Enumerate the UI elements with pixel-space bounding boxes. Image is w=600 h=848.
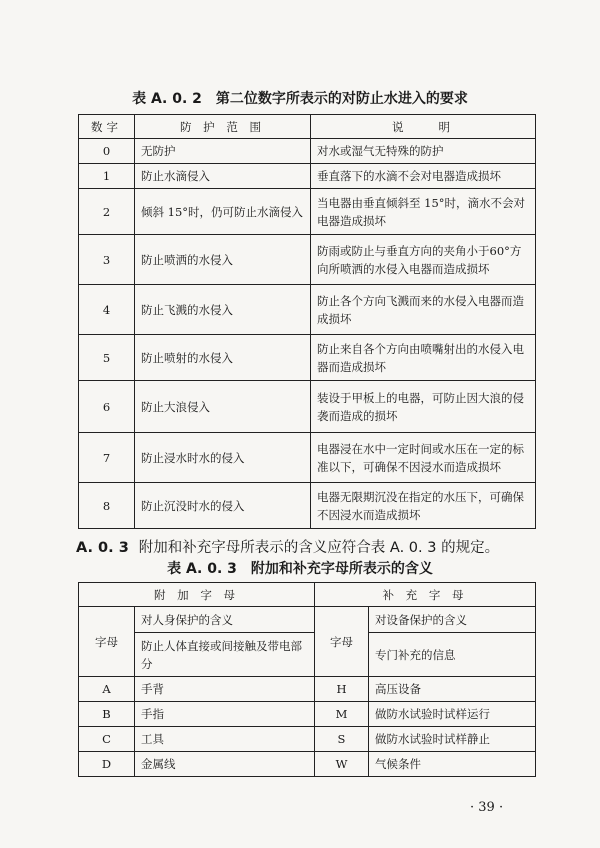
letter-label-left: 字母: [79, 607, 135, 677]
table-row: 5 防止喷射的水侵入 防止来自各个方向由喷嘴射出的水侵入电器而造成损坏: [79, 335, 536, 381]
right-meaning-desc: 专门补充的信息: [369, 633, 536, 677]
letter-label-right: 字母: [315, 607, 369, 677]
table-row: C 工具 S 做防水试验时试样静止: [79, 727, 536, 752]
header-digit: 数字: [79, 115, 135, 139]
table-a02: [78, 114, 536, 529]
header-additional-letters: 附 加 字 母: [79, 583, 315, 607]
paragraph-a03: [76, 536, 596, 557]
table-row: 4 防止飞溅的水侵入 防止各个方向飞溅而来的水侵入电器而造成损坏: [79, 285, 536, 335]
right-meaning-title: 对设备保护的含义: [369, 607, 536, 633]
header-desc: 说 明: [311, 115, 536, 139]
table-a03: [78, 582, 536, 777]
page-number: · 39 ·: [470, 800, 504, 815]
section-number: A. 0. 3: [76, 540, 129, 556]
left-meaning-title: 对人身保护的含义: [135, 607, 315, 633]
header-range: 防 护 范 围: [135, 115, 311, 139]
paragraph-text: 附加和补充字母所表示的含义应符合表 A. 0. 3 的规定。: [138, 540, 500, 556]
table-row: 8 防止沉没时水的侵入 电器无限期沉没在指定的水压下，可确保不因浸水而造成损坏: [79, 483, 536, 529]
table-row: 0 无防护 对水或湿气无特殊的防护: [79, 139, 536, 164]
table-a03-title: 表 A. 0. 3 附加和补充字母所表示的含义: [167, 561, 433, 577]
table-row: B 手指 M 做防水试验时试样运行: [79, 702, 536, 727]
table-row: 2 倾斜 15°时，仍可防止水滴侵入 当电器由垂直倾斜至 15°时，滴水不会对电器造成损坏: [79, 189, 536, 235]
table-row: 6 防止大浪侵入 装设于甲板上的电器，可防止因大浪的侵袭而造成的损坏: [79, 381, 536, 433]
table-row: 3 防止喷洒的水侵入 防雨或防止与垂直方向的夹角小于60°方向所喷洒的水侵入电器而造成损坏: [79, 235, 536, 285]
left-meaning-desc: 防止人体直接或间接触及带电部分: [135, 633, 315, 677]
table-row: 7 防止浸水时水的侵入 电器浸在水中一定时间或水压在一定的标准以下，可确保不因浸水而造成损坏: [79, 433, 536, 483]
table-a02-title: 表 A. 0. 2 第二位数字所表示的对防止水进入的要求: [132, 91, 468, 107]
table-row: D 金属线 W 气候条件: [79, 752, 536, 777]
header-supplementary-letters: 补 充 字 母: [315, 583, 536, 607]
table-row: A 手背 H 高压设备: [79, 677, 536, 702]
table-row: 1 防止水滴侵入 垂直落下的水滴不会对电器造成损坏: [79, 164, 536, 189]
